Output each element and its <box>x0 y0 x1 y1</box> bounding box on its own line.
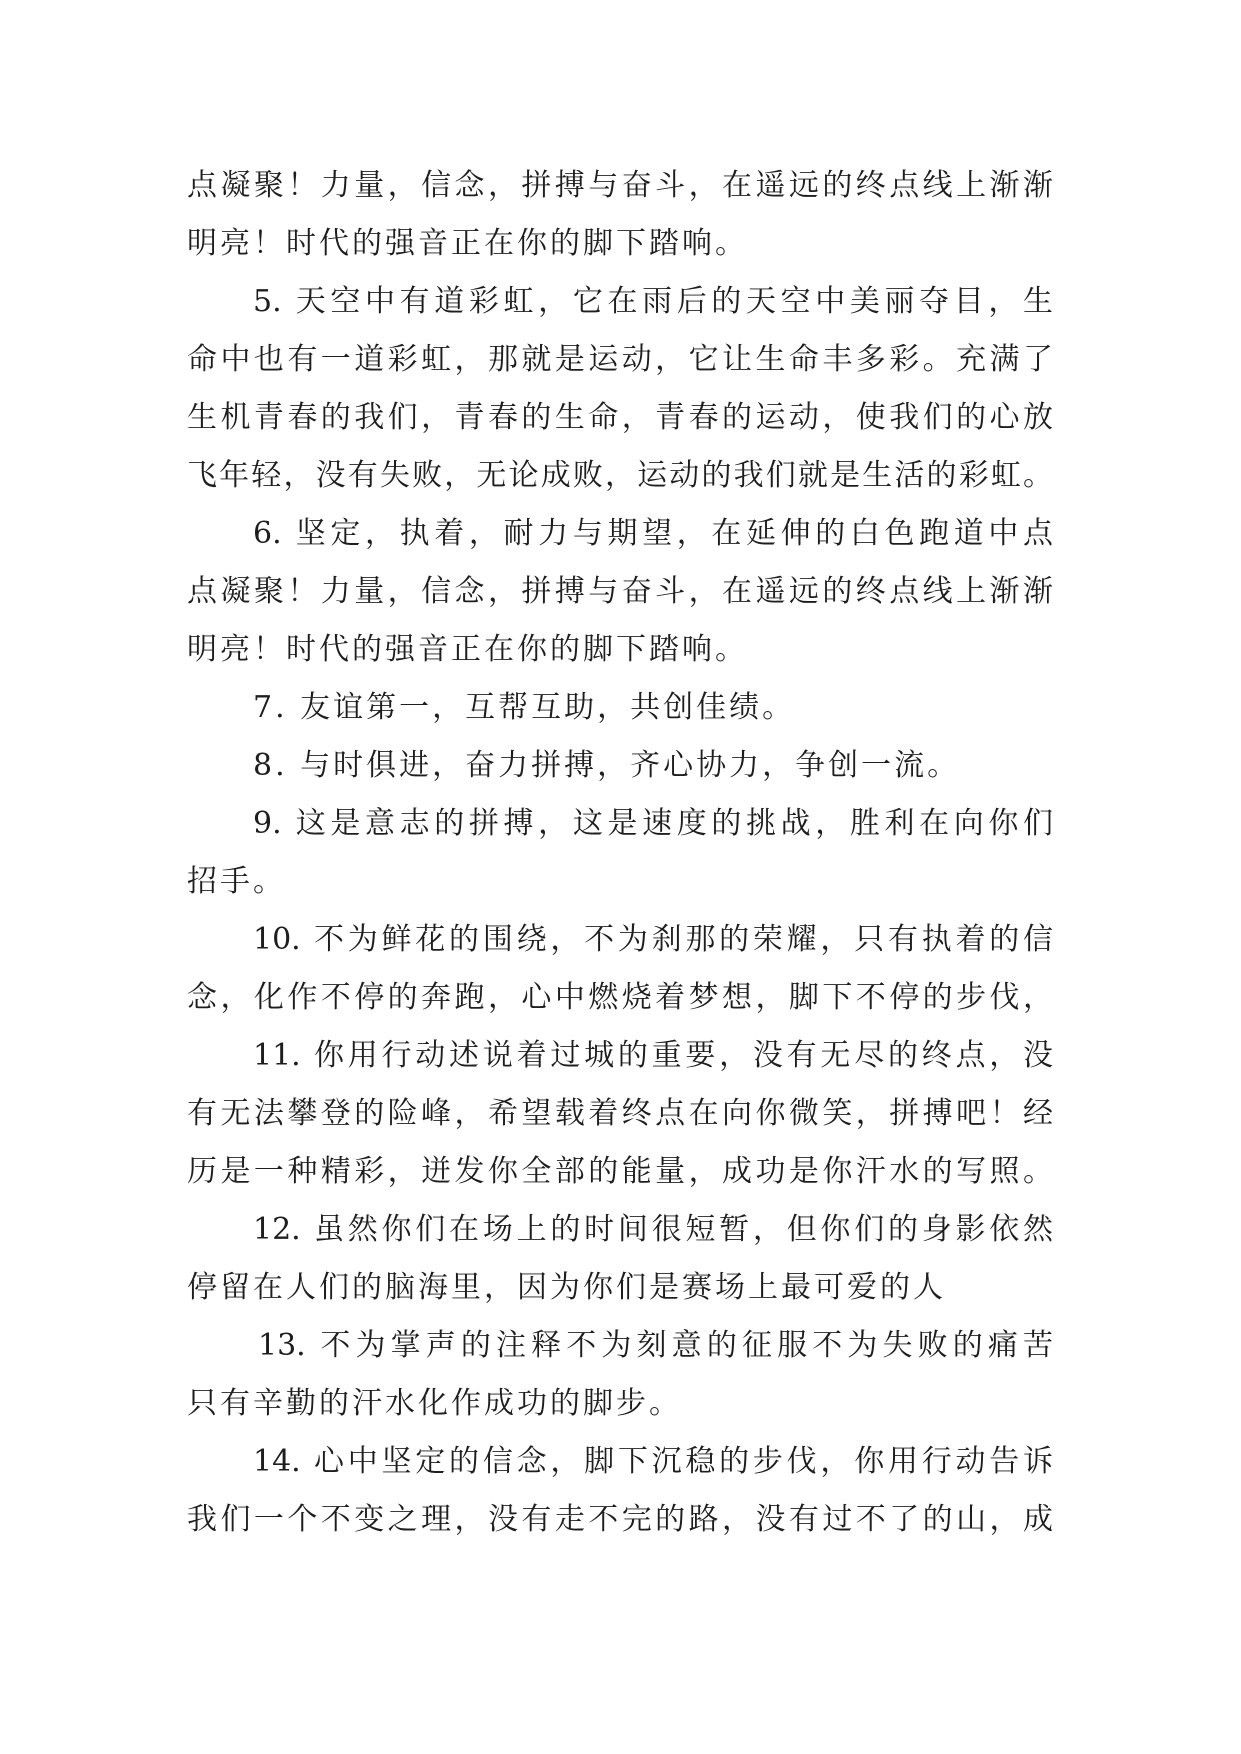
text-line: 只有辛勤的汗水化作成功的脚步。 <box>187 1386 682 1421</box>
list-item-line: 10. 不为鲜花的围绕，不为刹那的荣耀，只有执着的信 <box>253 922 1053 957</box>
text-line: 招手。 <box>187 864 286 899</box>
text-line: 念，化作不停的奔跑，心中燃烧着梦想，脚下不停的步伐， <box>187 980 1053 1015</box>
text-line: 历是一种精彩，迸发你全部的能量，成功是你汗水的写照。 <box>187 1154 1053 1189</box>
text-line: 生机青春的我们，青春的生命，青春的运动，使我们的心放 <box>187 400 1053 435</box>
list-item-line: 6. 坚定，执着，耐力与期望，在延伸的白色跑道中点 <box>253 516 1053 551</box>
list-item-line: 11. 你用行动述说着过城的重要，没有无尽的终点，没 <box>253 1038 1053 1073</box>
text-line: 明亮！时代的强音正在你的脚下踏响。 <box>187 226 748 261</box>
list-item-line: 7. 友谊第一，互帮互助，共创佳绩。 <box>253 690 796 725</box>
text-line: 明亮！时代的强音正在你的脚下踏响。 <box>187 632 748 667</box>
list-item-line: 8. 与时俱进，奋力拼搏，齐心协力，争创一流。 <box>253 748 961 783</box>
text-line: 命中也有一道彩虹，那就是运动，它让生命丰多彩。充满了 <box>187 342 1053 377</box>
text-line: 点凝聚！力量，信念，拼搏与奋斗，在遥远的终点线上渐渐 <box>187 574 1053 609</box>
list-item-line: 9. 这是意志的拼搏，这是速度的挑战，胜利在向你们 <box>253 806 1053 841</box>
text-line: 飞年轻，没有失败，无论成败，运动的我们就是生活的彩虹。 <box>187 458 1053 493</box>
text-line: 点凝聚！力量，信念，拼搏与奋斗，在遥远的终点线上渐渐 <box>187 168 1053 203</box>
text-line: 停留在人们的脑海里，因为你们是赛场上最可爱的人 <box>187 1270 946 1305</box>
list-item-line: 14. 心中坚定的信念，脚下沉稳的步伐，你用行动告诉 <box>253 1444 1053 1479</box>
list-item-line: 12. 虽然你们在场上的时间很短暂，但你们的身影依然 <box>253 1212 1053 1247</box>
list-item-line: 13. 不为掌声的注释不为刻意的征服不为失败的痛苦 <box>258 1328 1053 1363</box>
text-line: 我们一个不变之理，没有走不完的路，没有过不了的山，成 <box>187 1502 1053 1537</box>
text-line: 有无法攀登的险峰，希望载着终点在向你微笑，拼搏吧！经 <box>187 1096 1053 1131</box>
list-item-line: 5. 天空中有道彩虹，它在雨后的天空中美丽夺目，生 <box>253 284 1053 319</box>
document-page <box>187 157 1053 1549</box>
